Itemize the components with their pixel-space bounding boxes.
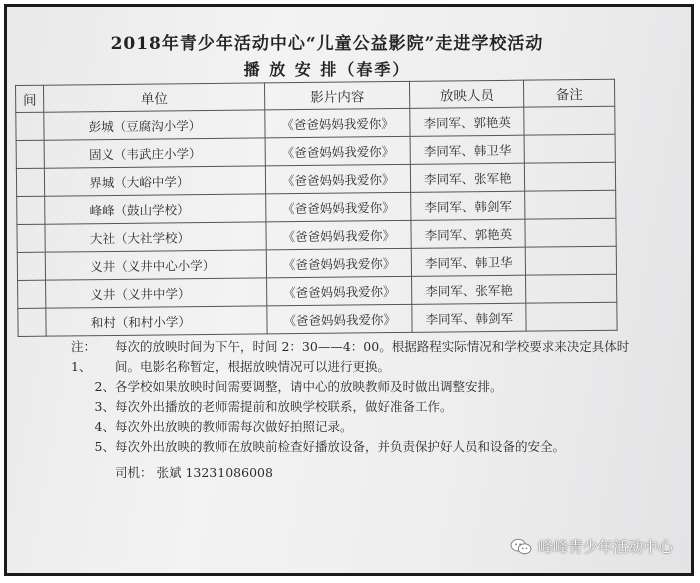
time-cell (17, 224, 46, 252)
header-unit: 单位 (44, 83, 265, 112)
staff-cell: 李同军、韩剑军 (411, 191, 525, 220)
note-cell (525, 190, 616, 219)
note-text: 每次外出放映的教师需每次做好拍照记录。 (115, 419, 353, 434)
schedule-table (15, 79, 618, 337)
watermark-text: 峰峰青少年活动中心 (537, 538, 673, 556)
header-staff: 放映人员 (410, 80, 524, 108)
note-cell (525, 218, 616, 247)
film-cell: 《爸爸妈妈我爱你》 (265, 136, 411, 166)
note-number: 5、 (94, 439, 115, 454)
watermark (510, 536, 673, 557)
staff-cell: 李同军、韩卫华 (410, 135, 524, 164)
note-item (71, 417, 631, 437)
film-cell: 《爸爸妈妈我爱你》 (266, 248, 412, 278)
unit-cell: 义井（义井中心小学） (46, 250, 267, 280)
note-cell (525, 162, 616, 191)
note-number: 4、 (94, 419, 115, 434)
staff-cell: 李同军、郭艳英 (411, 219, 525, 248)
unit-cell: 峰峰（鼓山学校） (45, 194, 266, 224)
wechat-icon (510, 538, 532, 556)
note-text: 每次外出播放的老师需提前和放映学校联系，做好准备工作。 (115, 399, 453, 414)
time-cell (17, 196, 46, 224)
time-cell (18, 308, 47, 336)
staff-cell: 李同军、韩卫华 (412, 247, 526, 276)
note-item (71, 337, 631, 377)
note-cell (524, 134, 615, 163)
header-film: 影片内容 (265, 81, 410, 110)
header-note: 备注 (524, 79, 615, 107)
document-title: 2018年青少年活动中心“儿童公益影院”走进学校活动 (110, 34, 544, 54)
note-cell (526, 302, 617, 331)
table-row (18, 302, 617, 336)
unit-cell: 固义（韦武庄小学） (44, 138, 265, 168)
unit-cell: 界城（大峪中学） (45, 166, 266, 196)
notes-section (71, 337, 631, 483)
note-number: 2、 (94, 379, 115, 394)
time-cell (16, 112, 45, 140)
note-item (71, 397, 631, 417)
note-lead: 注：1、 (71, 339, 97, 374)
note-text: 各学校如果放映时间需要调整，请中心的放映教师及时做出调整安排。 (115, 379, 503, 394)
document-subtitle: 播 放 安 排（春季） (243, 60, 411, 79)
time-cell (18, 280, 47, 308)
film-cell: 《爸爸妈妈我爱你》 (267, 276, 413, 306)
staff-cell: 李同军、郭艳英 (410, 107, 524, 136)
film-cell: 《爸爸妈妈我爱你》 (265, 164, 411, 194)
note-item (71, 437, 631, 457)
time-cell (16, 168, 45, 196)
unit-cell: 义井（义井中学） (46, 278, 267, 308)
staff-cell: 李同军、张军艳 (411, 163, 525, 192)
driver-contact: 司机： 张斌 13231086008 (115, 465, 273, 480)
unit-cell: 彭城（豆腐沟小学） (44, 110, 265, 140)
film-cell: 《爸爸妈妈我爱你》 (266, 220, 412, 250)
staff-cell: 李同军、张军艳 (412, 275, 526, 304)
note-cell (526, 274, 617, 303)
note-text: 每次的放映时间为下午，时间 2：30——4：00。根据路程实际情况和学校要求来决定具体时间。电影名称暂定，根据放映情况可以进行更换。 (115, 339, 630, 374)
film-cell: 《爸爸妈妈我爱你》 (267, 304, 413, 334)
unit-cell: 和村（和村小学） (46, 306, 267, 336)
time-cell (17, 252, 46, 280)
film-cell: 《爸爸妈妈我爱你》 (265, 108, 411, 138)
film-cell: 《爸爸妈妈我爱你》 (266, 192, 412, 222)
note-text: 每次外出放映的教师在放映前检查好播放设备，并负责保护好人员和设备的安全。 (115, 439, 566, 454)
header-time: 间 (16, 85, 45, 112)
time-cell (16, 140, 45, 168)
note-cell (526, 246, 617, 275)
note-number: 3、 (94, 399, 115, 414)
note-cell (524, 106, 615, 135)
note-item (71, 377, 631, 397)
staff-cell: 李同军、韩剑军 (412, 303, 526, 332)
document-photo (4, 4, 694, 576)
unit-cell: 大社（大社学校） (45, 222, 266, 252)
